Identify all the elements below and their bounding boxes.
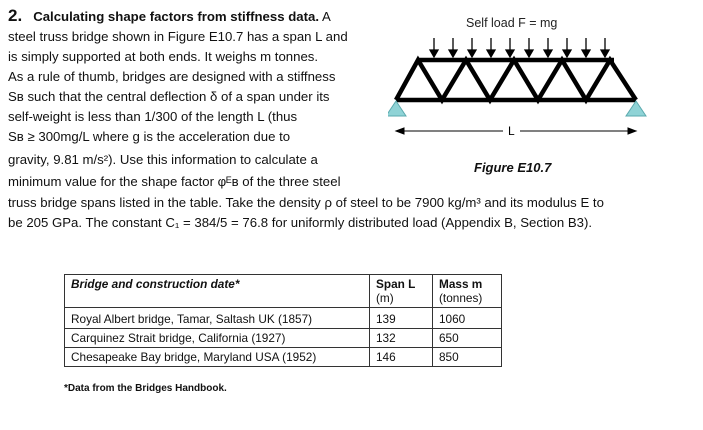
figure-caption: Figure E10.7 xyxy=(474,160,552,175)
row-span: 146 xyxy=(370,348,433,367)
table-row xyxy=(65,308,502,329)
truss-bridge-figure xyxy=(388,8,688,158)
load-label: Self load F = mg xyxy=(466,16,558,30)
problem-line-6: Sʙ ≥ 300mg/L where g is the acceleration due to xyxy=(8,129,291,144)
header-bridge: Bridge and construction date* xyxy=(65,275,370,308)
table-footnote: *Data from the Bridges Handbook. xyxy=(64,383,227,394)
row-mass: 850 xyxy=(433,348,502,367)
table-row xyxy=(65,348,502,367)
header-mass: Mass m (tonnes) xyxy=(433,275,502,308)
row-bridge: Royal Albert bridge, Tamar, Saltash UK (1857) xyxy=(65,308,370,329)
row-span: 139 xyxy=(370,308,433,329)
problem-line-0: A xyxy=(321,9,331,24)
row-bridge: Carquinez Strait bridge, California (1927) xyxy=(65,329,370,348)
problem-line-3: As a rule of thumb, bridges are designed with a stiffness xyxy=(8,69,336,84)
problem-heading xyxy=(8,6,331,26)
problem-title: Calculating shape factors from stiffness data. xyxy=(33,9,319,24)
left-support xyxy=(388,101,406,116)
bridges-table xyxy=(64,274,502,367)
row-bridge: Chesapeake Bay bridge, Maryland USA (1952) xyxy=(65,348,370,367)
problem-line-1: steel truss bridge shown in Figure E10.7 has a span L and xyxy=(8,29,348,44)
problem-line-9: truss bridge spans listed in the table. Take the density ρ of steel to be 7900 kg/m³ and its modulus E to xyxy=(8,195,604,210)
problem-line-4: Sʙ such that the central deflection δ of a span under its xyxy=(8,89,330,104)
table-row xyxy=(65,329,502,348)
row-mass: 1060 xyxy=(433,308,502,329)
span-dimension xyxy=(396,128,636,134)
right-support xyxy=(626,101,646,116)
problem-line-10: be 205 GPa. The constant C₁ = 384/5 = 76.8 for uniformly distributed load (Appendix B, Section B3). xyxy=(8,215,593,230)
load-arrows xyxy=(430,38,609,57)
problem-number: 2. xyxy=(8,6,23,25)
problem-line-8: minimum value for the shape factor φᴱʙ of the three steel xyxy=(8,174,341,189)
truss xyxy=(396,60,636,100)
table-header-row xyxy=(65,275,502,308)
problem-line-2: is simply supported at both ends. It weighs m tonnes. xyxy=(8,49,319,64)
problem-line-7: gravity, 9.81 m/s²). Use this information to calculate a xyxy=(8,152,318,167)
span-label: L xyxy=(508,124,515,138)
row-span: 132 xyxy=(370,329,433,348)
row-mass: 650 xyxy=(433,329,502,348)
problem-line-5: self-weight is less than 1/300 of the length L (thus xyxy=(8,109,298,124)
header-span: Span L (m) xyxy=(370,275,433,308)
